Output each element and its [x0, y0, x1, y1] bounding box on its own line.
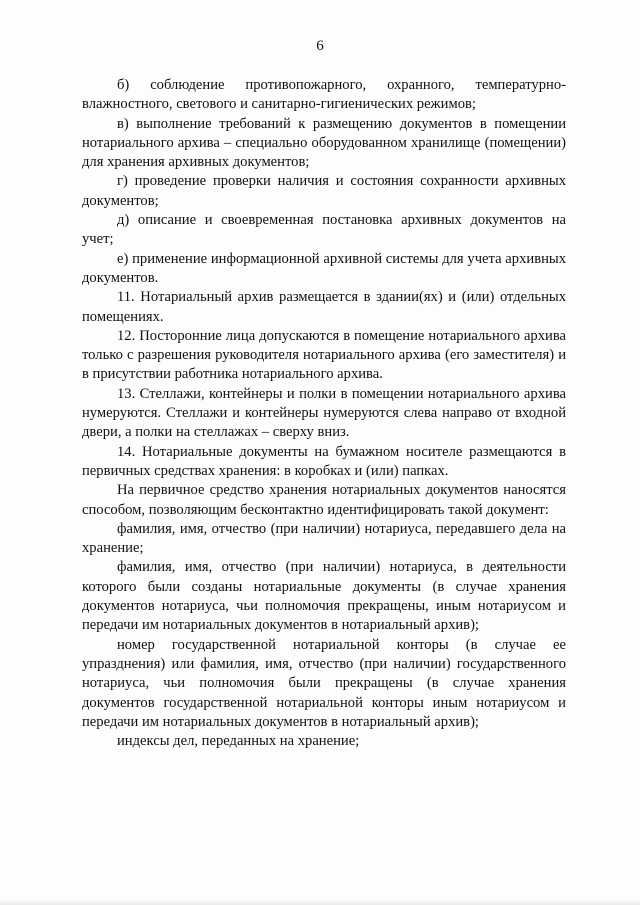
- paragraph-item-d: д) описание и своевременная постановка архивных документов на учет;: [82, 212, 566, 248]
- paragraph-14: 14. Нотариальные документы на бумажном носителе размещаются в первичных средствах хранения: в коробках и (или) папках.: [82, 443, 566, 479]
- paragraph-11: 11. Нотариальный архив размещается в здании(ях) и (или) отдельных помещениях.: [82, 289, 566, 325]
- paragraph-13: 13. Стеллажи, контейнеры и полки в помещении нотариального архива нумеруются. Стеллажи и контейнеры нумеруются слева направо от входной двери, а полки на стеллажах – сверху вниз.: [82, 385, 566, 441]
- paragraph-12: 12. Посторонние лица допускаются в помещение нотариального архива только с разрешения руководителя нотариального архива (его заместителя) и в присутствии работника нотариального архива.: [82, 327, 566, 383]
- list-item-case-indexes: индексы дел, переданных на хранение;: [117, 733, 360, 750]
- list-item-notary-transferred: фамилия, имя, отчество (при наличии) нотариуса, передавшего дела на хранение;: [82, 520, 566, 557]
- paragraph-item-v: в) выполнение требований к размещению документов в помещении нотариального архива – специально оборудованном хранилище (помещении) для хранения архивных документов;: [82, 115, 566, 171]
- scan-edge-divider: [0, 899, 640, 905]
- page-number: 6: [316, 38, 324, 54]
- paragraph-item-e: е) применение информационной архивной системы для учета архивных документов.: [82, 250, 566, 286]
- document-body: [82, 76, 566, 751]
- list-item-state-office: номер государственной нотариальной конторы (в случае ее упразднения) или фамилия, имя, отчество (при наличии) государственного нотариуса, чьи полномочия были прекращены (в случае хранения документов государственной нотариальной конторы иным нотариусом и передачи им нотариальных документов в нотариальный архив);: [82, 636, 566, 730]
- paragraph-item-g: г) проведение проверки наличия и состояния сохранности архивных документов;: [82, 173, 566, 209]
- paragraph-labeling-intro: На первичное средство хранения нотариальных документов наносятся способом, позволяющим бесконтактно идентифицировать такой документ:: [82, 482, 566, 518]
- list-item-notary-creator: фамилия, имя, отчество (при наличии) нотариуса, в деятельности которого были созданы нотариальные документы (в случае хранения документов нотариуса, чьи полномочия прекращены, иным нотариусом и передачи им нотариальных документов в нотариальный архив);: [82, 559, 566, 634]
- paragraph-item-b: б) соблюдение противопожарного, охранного, температурно-влажностного, светового и санитарно-гигиенических режимов;: [82, 77, 566, 113]
